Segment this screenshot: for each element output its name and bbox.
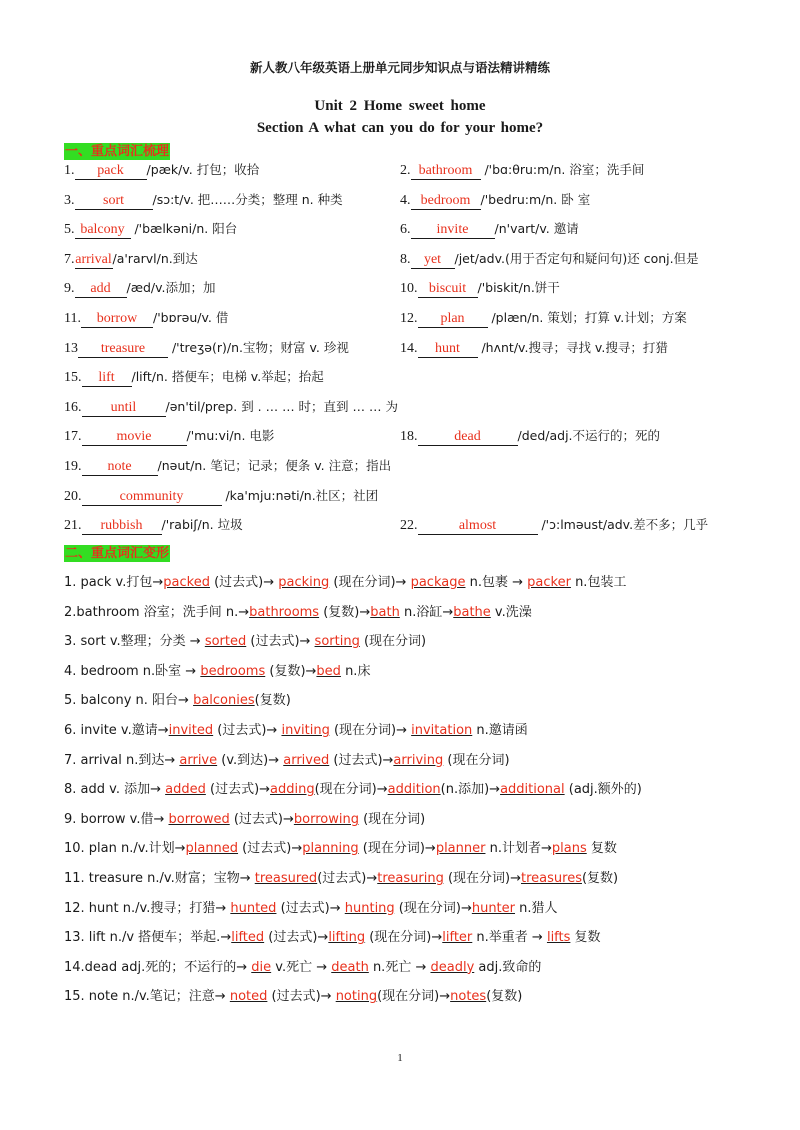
answer-word: notes bbox=[450, 989, 487, 1005]
prompt-text: adj.致命的 bbox=[474, 959, 542, 975]
word-forms-row bbox=[64, 721, 528, 741]
word-definition: /'ɔ:lməust/adv.差不多；几乎 bbox=[537, 517, 709, 533]
answer-word: bedrooms bbox=[200, 663, 266, 679]
prompt-text: n.死亡 → bbox=[368, 959, 431, 975]
item-number: 4. bbox=[400, 192, 411, 208]
answer-blank: sort bbox=[75, 193, 153, 210]
answer-word: lifted bbox=[231, 930, 265, 946]
prompt-text: (过去式)→ bbox=[246, 634, 315, 650]
answer-word: bed bbox=[316, 663, 341, 679]
prompt-text: n.举重者 → bbox=[472, 930, 547, 946]
prompt-text: 5. balcony n. 阳台→ bbox=[64, 693, 194, 709]
answer-word: package bbox=[410, 575, 466, 590]
vocab-row bbox=[64, 426, 744, 446]
answer-blank: bedroom bbox=[411, 193, 481, 210]
vocab-row bbox=[64, 486, 744, 506]
word-definition: /jet/adv.(用于否定句和疑问句)还 conj.但是 bbox=[454, 250, 699, 266]
answer-word: sorted bbox=[204, 634, 247, 650]
prompt-text: (复数) bbox=[486, 989, 523, 1005]
vocab-row bbox=[64, 160, 744, 180]
answer-blank: invite bbox=[411, 222, 495, 239]
prompt-text: (过去式)→ bbox=[238, 841, 303, 857]
answer-word: bathe bbox=[453, 604, 491, 620]
word-forms-row bbox=[64, 839, 617, 859]
vocab-item bbox=[400, 278, 560, 299]
answer-word: treasuring bbox=[377, 871, 444, 886]
prompt-text: (过去式)→ bbox=[205, 782, 271, 798]
prompt-text: 15. note n./v.笔记；注意→ bbox=[64, 989, 230, 1005]
answer-word: packed bbox=[163, 575, 210, 590]
answer-word: treasures bbox=[521, 871, 582, 886]
answer-blank: treasure bbox=[78, 341, 168, 358]
answer-word: death bbox=[331, 959, 369, 975]
prompt-text: 14.dead adj.死的；不运行的→ bbox=[64, 959, 252, 975]
answer-blank: biscuit bbox=[418, 281, 478, 298]
item-number: 12. bbox=[400, 311, 418, 326]
prompt-text: 复数 bbox=[586, 841, 617, 857]
answer-word: invited bbox=[168, 723, 214, 738]
answer-word: addition bbox=[387, 782, 441, 798]
prompt-text: (复数) bbox=[581, 871, 619, 886]
vocab-item bbox=[64, 338, 349, 359]
answer-word: bathrooms bbox=[249, 604, 320, 620]
prompt-text: (过去式)→ bbox=[209, 575, 279, 590]
word-definition: /ka'mju:nəti/n.社区；社团 bbox=[221, 487, 379, 503]
prompt-text: n.浴缸→ bbox=[399, 604, 454, 620]
vocab-item bbox=[64, 219, 237, 240]
answer-word: adding bbox=[270, 782, 315, 798]
answer-word: inviting bbox=[281, 723, 330, 738]
prompt-text: (过去式)→ bbox=[267, 989, 336, 1005]
answer-word: hunted bbox=[230, 900, 277, 916]
item-number: 6. bbox=[400, 222, 411, 238]
answer-blank: hunt bbox=[418, 341, 478, 358]
prompt-text: (现在分词)→ bbox=[394, 900, 472, 916]
word-forms-row bbox=[64, 780, 642, 800]
prompt-text: (现在分词)→ bbox=[329, 723, 412, 738]
vocab-row bbox=[64, 397, 744, 417]
prompt-text: (过去式)→ bbox=[329, 752, 394, 768]
vocab-item bbox=[64, 367, 324, 388]
word-definition: /'bɒrəu/v. 借 bbox=[152, 310, 229, 325]
answer-blank: borrow bbox=[81, 311, 153, 328]
answer-blank: yet bbox=[411, 252, 455, 269]
answer-word: borrowing bbox=[293, 811, 359, 827]
answer-word: hunter bbox=[471, 900, 516, 916]
prompt-text: (adj.额外的) bbox=[564, 782, 642, 798]
answer-word: noting bbox=[335, 989, 378, 1005]
answer-word: arrive bbox=[179, 752, 218, 768]
item-number: 19. bbox=[64, 459, 82, 474]
vocab-item bbox=[64, 249, 198, 270]
word-definition: /lift/n. 搭便车；电梯 v.举起；抬起 bbox=[131, 369, 324, 385]
prompt-text: (现在分词) bbox=[359, 634, 427, 650]
answer-word: planned bbox=[185, 841, 239, 857]
word-definition: /sɔ:t/v. 把……分类；整理 n. 种类 bbox=[152, 191, 343, 207]
unit-title: Unit 2 Home sweet home bbox=[314, 98, 486, 114]
vocab-item bbox=[64, 308, 228, 329]
answer-blank: note bbox=[82, 459, 158, 476]
prompt-text: n.邀请函 bbox=[472, 723, 528, 738]
vocab-item bbox=[400, 249, 699, 270]
item-number: 8. bbox=[400, 251, 411, 267]
word-definition: /'bælkəni/n. 阳台 bbox=[130, 221, 238, 237]
prompt-text: 7. arrival n.到达→ bbox=[64, 752, 180, 768]
prompt-text: 6. invite v.邀请→ bbox=[64, 723, 169, 738]
vocab-item bbox=[64, 426, 274, 447]
answer-word: packing bbox=[278, 575, 330, 590]
vocab-row bbox=[64, 190, 744, 210]
prompt-text: n.猎人 bbox=[515, 900, 558, 916]
word-definition: /nəut/n. 笔记；记录；便条 v. 注意；指出 bbox=[157, 458, 392, 473]
answer-word: borrowed bbox=[168, 811, 230, 827]
item-number: 13 bbox=[64, 340, 78, 356]
answer-word: arriving bbox=[393, 752, 444, 768]
item-number: 1. bbox=[64, 163, 75, 178]
answer-word: planning bbox=[302, 841, 359, 857]
prompt-text: (现在分词)→ bbox=[365, 930, 443, 946]
word-forms-row bbox=[64, 691, 291, 711]
answer-word: arrived bbox=[283, 752, 330, 768]
vocab-item bbox=[64, 190, 343, 211]
vocab-row bbox=[64, 456, 744, 476]
answer-word: treasured bbox=[254, 871, 318, 886]
item-number: 5. bbox=[64, 222, 75, 238]
answer-blank: plan bbox=[418, 311, 488, 328]
document-title: 新人教八年级英语上册单元同步知识点与语法精讲精练 bbox=[249, 60, 550, 75]
item-number: 2. bbox=[400, 163, 411, 178]
vocab-heading: 一、重点词汇梳理 bbox=[65, 144, 170, 159]
answer-blank: dead bbox=[418, 429, 518, 446]
word-forms-row bbox=[64, 632, 426, 652]
answer-blank: bathroom bbox=[411, 163, 481, 180]
prompt-text: (过去式)→ bbox=[229, 811, 294, 827]
word-definition: /a'rarvl/n.到达 bbox=[112, 250, 198, 266]
vocab-row bbox=[64, 367, 744, 387]
vocab-row bbox=[64, 249, 744, 269]
item-number: 10. bbox=[400, 281, 418, 297]
answer-blank: balcony bbox=[75, 222, 131, 239]
word-forms-row bbox=[64, 751, 510, 771]
vocab-item bbox=[64, 515, 243, 536]
vocab-item bbox=[64, 456, 391, 477]
answer-word: planner bbox=[435, 841, 486, 857]
answer-word: plans bbox=[551, 841, 587, 857]
word-forms-row bbox=[64, 603, 532, 623]
prompt-text: v.死亡 → bbox=[271, 959, 332, 975]
prompt-text: v.洗澡 bbox=[490, 604, 532, 620]
prompt-text: 1. pack v.打包→ bbox=[64, 575, 164, 590]
vocab-item bbox=[400, 160, 644, 181]
word-definition: /'biskit/n.饼干 bbox=[477, 280, 560, 296]
vocab-item bbox=[64, 160, 259, 181]
prompt-text: 2.bathroom 浴室；洗手间 n.→ bbox=[64, 604, 250, 620]
vocab-row bbox=[64, 515, 744, 535]
item-number: 21. bbox=[64, 518, 82, 534]
word-forms-row bbox=[64, 573, 626, 593]
word-definition: /'bɑ:θru:m/n. 浴室；洗手间 bbox=[480, 162, 645, 177]
answer-word: packer bbox=[527, 575, 571, 590]
prompt-text: (现在分词)→ bbox=[314, 782, 388, 798]
prompt-text: (复数)→ bbox=[319, 604, 371, 620]
prompt-text: n.包装工 bbox=[570, 575, 627, 590]
word-definition: /hʌnt/v.搜寻；寻找 v.搜寻；打猎 bbox=[477, 339, 668, 355]
prompt-text: 8. add v. 添加→ bbox=[64, 782, 166, 798]
prompt-text: (现在分词)→ bbox=[358, 841, 436, 857]
item-number: 16. bbox=[64, 399, 82, 415]
answer-blank: rubbish bbox=[82, 518, 162, 535]
vocab-item bbox=[64, 397, 398, 418]
answer-word: die bbox=[251, 959, 272, 975]
item-number: 15. bbox=[64, 370, 82, 386]
vocab-item bbox=[400, 219, 579, 240]
answer-word: lifter bbox=[442, 930, 473, 946]
word-definition: /pæk/v. 打包；收拾 bbox=[146, 162, 260, 177]
item-number: 17. bbox=[64, 429, 82, 445]
prompt-text: n.床 bbox=[340, 663, 371, 679]
prompt-text: (现在分词)→ bbox=[329, 575, 411, 590]
word-definition: /'treʒə(r)/n.宝物；财富 v. 珍视 bbox=[168, 339, 349, 355]
vocab-row bbox=[64, 308, 744, 328]
prompt-text: 11. treasure n./v.财富；宝物→ bbox=[64, 871, 255, 886]
item-number: 18. bbox=[400, 429, 418, 445]
prompt-text: (过去式)→ bbox=[276, 900, 345, 916]
word-definition: /n'vart/v. 邀请 bbox=[494, 221, 579, 237]
word-definition: /plæn/n. 策划；打算 v.计划；方案 bbox=[487, 310, 687, 325]
vocab-row bbox=[64, 219, 744, 239]
word-definition: /æd/v.添加；加 bbox=[126, 280, 216, 296]
word-forms-row bbox=[64, 958, 541, 978]
answer-blank: add bbox=[75, 281, 127, 298]
word-forms-row bbox=[64, 810, 425, 830]
answer-word: added bbox=[165, 782, 206, 798]
answer-word: lifts bbox=[546, 930, 571, 946]
vocab-item bbox=[400, 515, 708, 536]
prompt-text: n.计划者→ bbox=[485, 841, 552, 857]
prompt-text: n.包裹 → bbox=[465, 575, 528, 590]
answer-word: bath bbox=[370, 604, 400, 620]
word-forms-row bbox=[64, 869, 618, 889]
word-forms-row bbox=[64, 899, 558, 919]
prompt-text: (过去式)→ bbox=[317, 871, 378, 886]
prompt-text: 3. sort v.整理；分类 → bbox=[64, 634, 205, 650]
answer-word: lifting bbox=[328, 930, 366, 946]
answer-word: noted bbox=[229, 989, 268, 1005]
word-definition: /'bedru:m/n. 卧 室 bbox=[480, 191, 591, 207]
vocab-item bbox=[400, 426, 660, 447]
prompt-text: (现在分词)→ bbox=[377, 989, 451, 1005]
answer-blank: pack bbox=[75, 163, 147, 180]
prompt-text: 10. plan n./v.计划→ bbox=[64, 841, 186, 857]
item-number: 3. bbox=[64, 192, 75, 208]
prompt-text: 9. borrow v.借→ bbox=[64, 811, 169, 827]
item-number: 22. bbox=[400, 518, 418, 534]
answer-word: balconies bbox=[193, 693, 255, 709]
answer-word: deadly bbox=[430, 959, 475, 975]
word-forms-row bbox=[64, 987, 522, 1007]
prompt-text: (现在分词) bbox=[358, 811, 426, 827]
answer-blank: almost bbox=[418, 518, 538, 535]
prompt-text: (过去式)→ bbox=[213, 723, 282, 738]
page-number: 1 bbox=[397, 1052, 403, 1064]
prompt-text: 12. hunt n./v.搜寻；打猎→ bbox=[64, 900, 231, 916]
prompt-text: (v.到达)→ bbox=[217, 752, 284, 768]
prompt-text: (现在分词) bbox=[443, 752, 510, 768]
prompt-text: 13. lift n./v 搭便车；举起.→ bbox=[64, 930, 232, 946]
prompt-text: (现在分词)→ bbox=[443, 871, 521, 886]
word-definition: /'mu:vi/n. 电影 bbox=[186, 428, 275, 444]
prompt-text: (过去式)→ bbox=[264, 930, 329, 946]
answer-word: additional bbox=[500, 782, 565, 798]
forms-heading: 二、重点词汇变形 bbox=[65, 546, 170, 561]
word-forms-row bbox=[64, 662, 370, 682]
prompt-text: 复数 bbox=[570, 930, 601, 946]
answer-blank: community bbox=[82, 489, 222, 506]
answer-word: sorting bbox=[314, 634, 360, 650]
answer-blank: until bbox=[82, 400, 166, 417]
vocab-item bbox=[400, 308, 687, 329]
item-number: 14. bbox=[400, 340, 418, 356]
vocab-item bbox=[64, 486, 378, 507]
answer-blank: arrival bbox=[75, 251, 112, 267]
item-number: 20. bbox=[64, 488, 82, 504]
prompt-text: (n.添加)→ bbox=[440, 782, 501, 798]
vocab-row bbox=[64, 278, 744, 298]
vocab-item bbox=[64, 278, 216, 299]
vocab-item bbox=[400, 338, 668, 359]
answer-blank: lift bbox=[82, 370, 132, 387]
word-definition: /ded/adj.不运行的；死的 bbox=[517, 428, 661, 444]
word-forms-row bbox=[64, 928, 601, 948]
item-number: 11. bbox=[64, 311, 81, 326]
prompt-text: 4. bedroom n.卧室 → bbox=[64, 663, 201, 679]
item-number: 9. bbox=[64, 281, 75, 297]
vocab-row bbox=[64, 338, 744, 358]
section-title: Section A what can you do for your home? bbox=[256, 120, 544, 136]
word-definition: /ən'til/prep. 到 . … … 时；直到 … … 为 bbox=[165, 398, 398, 414]
answer-word: invitation bbox=[411, 723, 473, 738]
vocab-item bbox=[400, 190, 590, 211]
prompt-text: (复数) bbox=[254, 693, 291, 709]
prompt-text: (复数)→ bbox=[265, 663, 317, 679]
answer-blank: movie bbox=[82, 429, 187, 446]
word-definition: /'rabiʃ/n. 垃圾 bbox=[161, 517, 243, 533]
answer-word: hunting bbox=[344, 900, 395, 916]
item-number: 7. bbox=[64, 251, 75, 267]
